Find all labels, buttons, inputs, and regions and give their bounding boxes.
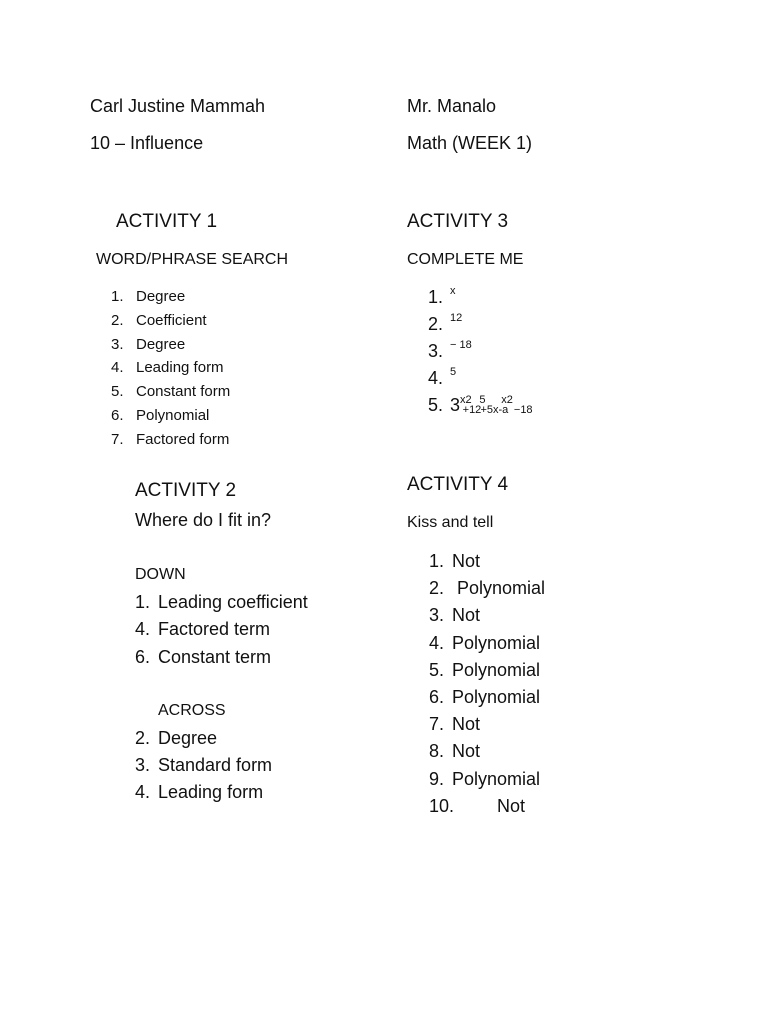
list-item: 4. Leading form <box>111 359 224 376</box>
list-item: 7. Factored form <box>111 431 230 448</box>
activity3-title: ACTIVITY 3 <box>407 211 509 232</box>
activity2-subtitle: Where do I fit in? <box>135 510 272 530</box>
student-name: Carl Justine Mammah <box>90 96 266 116</box>
subject-label: Math (WEEK 1) <box>407 133 533 153</box>
activity4-subtitle: Kiss and tell <box>407 514 494 531</box>
activity1-subtitle: WORD/PHRASE SEARCH <box>96 251 289 268</box>
list-item: 8. Not <box>429 741 481 761</box>
list-item: 3. Degree <box>111 336 186 353</box>
activity2-title: ACTIVITY 2 <box>135 480 237 501</box>
list-item: 3. Not <box>429 605 481 625</box>
list-item: 3. $^{- 18}$ <box>428 339 472 361</box>
across-label: ACROSS <box>158 702 226 719</box>
list-item: 4. $^5$ <box>428 366 457 388</box>
list-item: 5. Polynomial <box>429 660 541 680</box>
list-item: 6. Constant term <box>135 647 272 667</box>
activity1-title: ACTIVITY 1 <box>116 211 218 232</box>
list-item: 4. Polynomial <box>429 633 541 653</box>
list-item: 5. $3^{x2}+12^5+5x-a^{x2}-18$ <box>428 394 533 416</box>
teacher-name: Mr. Manalo <box>407 96 497 116</box>
list-item: 4. Leading form <box>135 782 264 802</box>
list-item: 4. Factored term <box>135 619 271 639</box>
list-item: 6. Polynomial <box>111 407 210 424</box>
list-item: 2. Degree <box>135 728 218 748</box>
list-item: 1. Leading coefficient <box>135 592 308 612</box>
activity3-subtitle: COMPLETE ME <box>407 251 524 268</box>
list-item: 1. Degree <box>111 288 186 305</box>
list-item: 3. Standard form <box>135 755 273 775</box>
list-item: 6. Polynomial <box>429 687 541 707</box>
list-item: 2. Polynomial <box>429 578 546 598</box>
list-item: 5. Constant form <box>111 383 231 400</box>
list-item: 1. Not <box>429 551 481 571</box>
down-label: DOWN <box>135 566 186 583</box>
list-item: 1. $^x$ <box>428 285 456 307</box>
list-item: 10. Not <box>429 796 526 816</box>
list-item: 9. Polynomial <box>429 769 541 789</box>
list-item: 2. Coefficient <box>111 312 207 329</box>
section-label: 10 – Influence <box>90 133 204 153</box>
list-item: 2. $^{12}$ <box>428 312 463 334</box>
list-item: 7. Not <box>429 714 481 734</box>
activity4-title: ACTIVITY 4 <box>407 474 509 495</box>
